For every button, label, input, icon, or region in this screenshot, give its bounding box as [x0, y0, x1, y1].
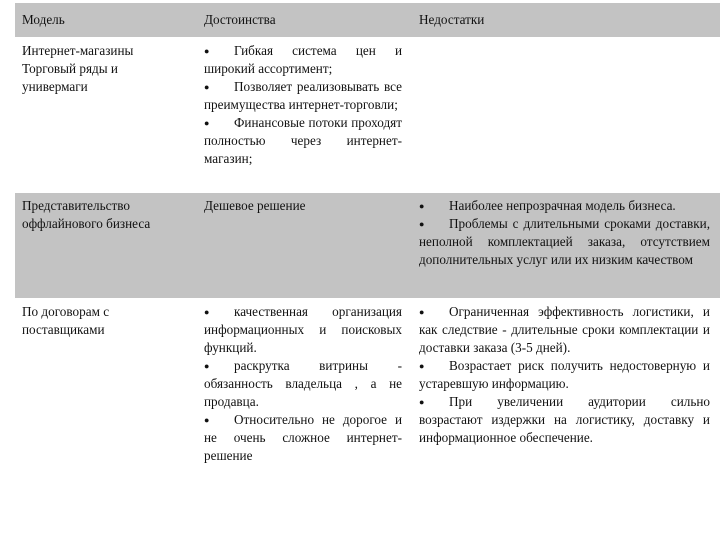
table-row: [15, 299, 720, 465]
pros-cell: [197, 42, 412, 191]
cons-bullet: ● Проблемы с длительными сроками доставки, неполной комплектацией заказа, отсутствием дополнительных услуг или их низким качеством: [419, 215, 710, 269]
cons-bullet: ● Возрастает риск получить недостоверную и устаревшую информацию.: [419, 357, 710, 393]
model-line: универмаги: [22, 79, 88, 94]
model-line: оффлайнового бизнеса: [22, 216, 151, 231]
header-model: Модель: [22, 12, 65, 27]
model-line: Представительство: [22, 198, 130, 213]
cons-bullet: ● При увеличении аудитории сильно возрастают издержки на логистику, доставку и информационное обеспечение.: [419, 393, 710, 447]
cons-bullet: ● Наиболее непрозрачная модель бизнеса.: [419, 197, 710, 215]
model-line: По договорам с: [22, 304, 110, 319]
pros-bullet: ● качественная организация информационных и поисковых функций.: [204, 303, 402, 357]
pros-bullet: ● Гибкая система цен и широкий ассортимент;: [204, 42, 402, 78]
cons-bullet: ● Ограниченная эффективность логистики, и как следствие - длительные сроки комплектации и доставки заказа (3-5 дней).: [419, 303, 710, 357]
comparison-table: [15, 3, 720, 465]
cons-cell: [412, 42, 720, 191]
model-cell: [15, 303, 197, 465]
model-line: Интернет-магазины: [22, 43, 134, 58]
table-row: [15, 38, 720, 191]
pros-cell: [197, 197, 412, 298]
pros-cell: [197, 303, 412, 465]
pros-bullet: ● Позволяет реализовывать все преимущества интернет-торговли;: [204, 78, 402, 114]
model-cell: [15, 197, 197, 298]
pros-text: Дешевое решение: [204, 198, 306, 213]
model-line: Торговый ряды и: [22, 61, 118, 76]
pros-bullet: ● Финансовые потоки проходят полностью через интернет-магазин;: [204, 114, 402, 168]
cons-cell: [412, 197, 720, 298]
table-header: [15, 3, 720, 37]
header-cons: Недостатки: [419, 12, 485, 27]
header-pros: Достоинства: [204, 12, 276, 27]
pros-bullet: ● раскрутка витрины - обязанность владельца , а не продавца.: [204, 357, 402, 411]
table-row: [15, 193, 720, 298]
cons-cell: [412, 303, 720, 465]
model-line: поставщиками: [22, 322, 105, 337]
pros-bullet: ● Относительно не дорогое и не очень сложное интернет-решение: [204, 411, 402, 465]
model-cell: [15, 42, 197, 191]
